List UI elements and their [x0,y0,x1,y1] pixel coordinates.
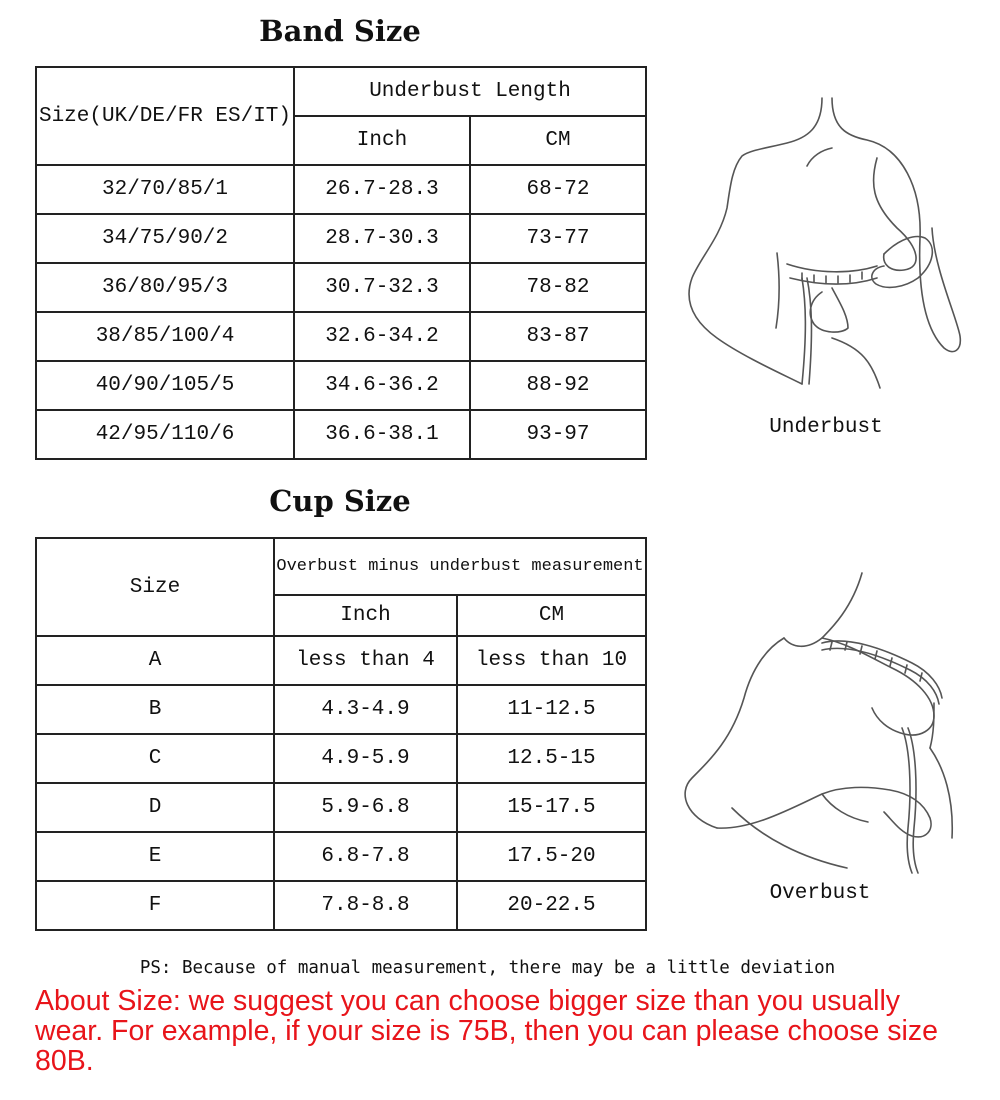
cup-inch-cell: less than 4 [274,636,457,685]
table-row [36,312,646,361]
cup-size-cell: C [36,734,274,783]
band-cm-cell: 88-92 [470,361,646,410]
band-inch-cell: 30.7-32.3 [294,263,470,312]
band-size-column-header: Size(UK/DE/FR ES/IT) [36,67,294,165]
cup-inch-cell: 7.8-8.8 [274,881,457,930]
cup-size-cell: F [36,881,274,930]
table-row [36,410,646,459]
band-inch-cell: 36.6-38.1 [294,410,470,459]
ps-note: PS: Because of manual measurement, there may be a little deviation [139,958,836,978]
cup-size-cell: D [36,783,274,832]
table-row [36,783,646,832]
cup-cm-cell: 20-22.5 [457,881,646,930]
overbust-measurement-illustration [672,568,972,878]
band-inch-cell: 26.7-28.3 [294,165,470,214]
table-row [36,685,646,734]
cup-size-column-header: Size [36,538,274,636]
table-header-row [36,538,646,595]
table-row [36,734,646,783]
band-cm-cell: 78-82 [470,263,646,312]
band-inch-cell: 34.6-36.2 [294,361,470,410]
band-cm-cell: 68-72 [470,165,646,214]
table-row [36,636,646,685]
band-size-cell: 32/70/85/1 [36,165,294,214]
cup-size-cell: B [36,685,274,734]
overbust-caption: Overbust [769,882,871,905]
underbust-length-header: Underbust Length [294,67,646,116]
band-inch-cell: 32.6-34.2 [294,312,470,361]
cup-size-cell: A [36,636,274,685]
cup-inch-cell: 6.8-7.8 [274,832,457,881]
cup-size-title: Cup Size [269,484,411,518]
cup-inch-cell: 5.9-6.8 [274,783,457,832]
band-inch-cell: 28.7-30.3 [294,214,470,263]
cup-inch-cell: 4.9-5.9 [274,734,457,783]
cup-size-cell: E [36,832,274,881]
cup-inch-cell: 4.3-4.9 [274,685,457,734]
cup-cm-cell: 17.5-20 [457,832,646,881]
band-size-title: Band Size [259,14,421,48]
cup-cm-cell: 11-12.5 [457,685,646,734]
band-cm-header: CM [470,116,646,165]
about-size-note: About Size: we suggest you can choose bigger size than you usually wear. For example, if your size is 75B, then you can please choose size 80B. [35,985,938,1077]
underbust-measurement-illustration [672,88,972,408]
table-row [36,881,646,930]
cup-cm-cell: 15-17.5 [457,783,646,832]
table-row [36,361,646,410]
table-row [36,165,646,214]
cup-inch-header: Inch [274,595,457,636]
cup-cm-cell: less than 10 [457,636,646,685]
band-size-cell: 38/85/100/4 [36,312,294,361]
band-size-cell: 34/75/90/2 [36,214,294,263]
cup-size-table [35,537,647,931]
table-row [36,263,646,312]
overbust-minus-underbust-header: Overbust minus underbust measurement [274,538,646,595]
band-size-cell: 40/90/105/5 [36,361,294,410]
band-size-table [35,66,647,460]
underbust-caption: Underbust [769,416,883,439]
band-cm-cell: 93-97 [470,410,646,459]
cup-cm-header: CM [457,595,646,636]
band-cm-cell: 73-77 [470,214,646,263]
band-inch-header: Inch [294,116,470,165]
table-row [36,832,646,881]
table-row [36,214,646,263]
table-header-row [36,67,646,116]
band-size-cell: 36/80/95/3 [36,263,294,312]
band-size-cell: 42/95/110/6 [36,410,294,459]
cup-cm-cell: 12.5-15 [457,734,646,783]
band-cm-cell: 83-87 [470,312,646,361]
